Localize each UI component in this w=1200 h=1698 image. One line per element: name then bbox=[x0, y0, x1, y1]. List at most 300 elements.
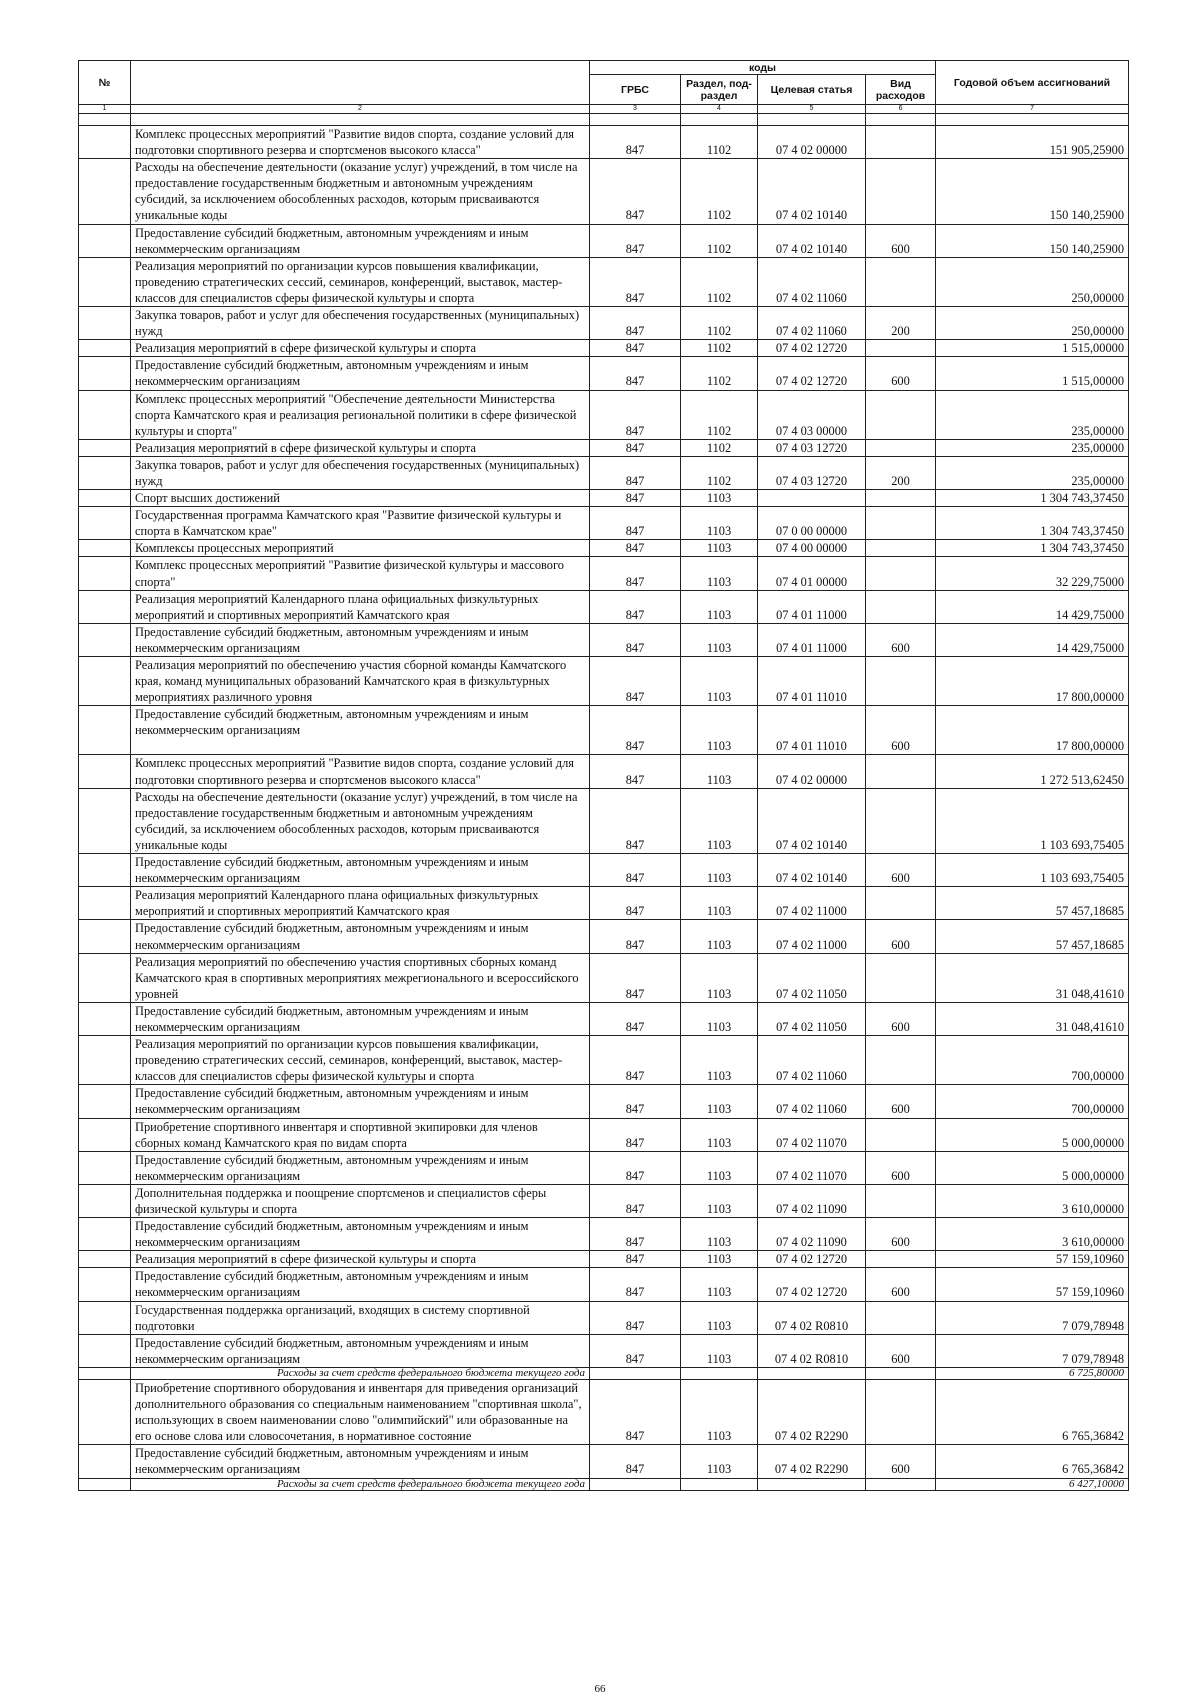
cell-no bbox=[79, 657, 131, 706]
cell-name: Закупка товаров, работ и услуг для обеспечения государственных (муниципальных) нужд bbox=[131, 456, 590, 489]
page-number: 66 bbox=[594, 1683, 606, 1695]
table-row bbox=[79, 1036, 1129, 1085]
cell-amount: 700,00000 bbox=[936, 1085, 1129, 1118]
cell-grbs: 847 bbox=[590, 1002, 681, 1035]
cell-type bbox=[866, 1251, 936, 1268]
cell-target: 07 4 02 10140 bbox=[758, 854, 866, 887]
cell-section: 1102 bbox=[681, 340, 758, 357]
cell-name: Предоставление субсидий бюджетным, автономным учреждениям и иным некоммерческим организациям bbox=[131, 706, 590, 755]
spacer-cell bbox=[681, 114, 758, 126]
cell-name: Предоставление субсидий бюджетным, автономным учреждениям и иным некоммерческим организациям bbox=[131, 1002, 590, 1035]
cell-no bbox=[79, 1301, 131, 1334]
cell-type bbox=[866, 159, 936, 224]
table-row bbox=[79, 1268, 1129, 1301]
table-row bbox=[79, 1251, 1129, 1268]
cell-section: 1103 bbox=[681, 1036, 758, 1085]
table-row bbox=[79, 540, 1129, 557]
federal-note-row bbox=[79, 1478, 1129, 1490]
cell-section: 1103 bbox=[681, 920, 758, 953]
cell-name: Предоставление субсидий бюджетным, автономным учреждениям и иным некоммерческим организациям bbox=[131, 854, 590, 887]
cell-no bbox=[79, 456, 131, 489]
cell-grbs: 847 bbox=[590, 357, 681, 390]
cell-no bbox=[79, 1379, 131, 1444]
cell-name: Реализация мероприятий по организации курсов повышения квалификации, проведению стратегических сессий, семинаров, конференций, выставок, мастер-классов для специалистов сферы физической культуры и спорта bbox=[131, 257, 590, 306]
spacer-cell bbox=[79, 114, 131, 126]
table-row bbox=[79, 357, 1129, 390]
cell-type: 600 bbox=[866, 1002, 936, 1035]
cell-target: 07 4 02 R2290 bbox=[758, 1445, 866, 1478]
cell-amount: 31 048,41610 bbox=[936, 953, 1129, 1002]
cell-type: 600 bbox=[866, 1151, 936, 1184]
cell-grbs: 847 bbox=[590, 755, 681, 788]
cell-target bbox=[758, 1367, 866, 1379]
cell-section: 1103 bbox=[681, 953, 758, 1002]
cell-name: Государственная программа Камчатского края "Развитие физической культуры и спорта в Камчатском крае" bbox=[131, 507, 590, 540]
cell-type bbox=[866, 540, 936, 557]
cell-target: 07 4 02 10140 bbox=[758, 788, 866, 853]
cell-grbs: 847 bbox=[590, 390, 681, 439]
cell-target: 07 4 02 10140 bbox=[758, 224, 866, 257]
cell-grbs: 847 bbox=[590, 854, 681, 887]
col-number: 7 bbox=[936, 105, 1129, 114]
cell-name: Предоставление субсидий бюджетным, автономным учреждениям и иным некоммерческим организациям bbox=[131, 357, 590, 390]
cell-target: 07 4 02 11000 bbox=[758, 887, 866, 920]
cell-type bbox=[866, 507, 936, 540]
table-row bbox=[79, 340, 1129, 357]
cell-amount: 6 427,10000 bbox=[936, 1478, 1129, 1490]
cell-name: Предоставление субсидий бюджетным, автономным учреждениям и иным некоммерческим организациям bbox=[131, 1268, 590, 1301]
cell-name: Предоставление субсидий бюджетным, автономным учреждениям и иным некоммерческим организациям bbox=[131, 224, 590, 257]
cell-type: 600 bbox=[866, 706, 936, 755]
cell-target: 07 4 02 12720 bbox=[758, 340, 866, 357]
cell-amount: 5 000,00000 bbox=[936, 1118, 1129, 1151]
table-row bbox=[79, 439, 1129, 456]
cell-target: 07 4 01 11000 bbox=[758, 623, 866, 656]
cell-amount: 6 765,36842 bbox=[936, 1445, 1129, 1478]
cell-type: 600 bbox=[866, 1085, 936, 1118]
cell-no bbox=[79, 1002, 131, 1035]
cell-amount: 150 140,25900 bbox=[936, 159, 1129, 224]
cell-section: 1103 bbox=[681, 1445, 758, 1478]
cell-type bbox=[866, 887, 936, 920]
cell-target: 07 4 02 00000 bbox=[758, 755, 866, 788]
cell-name: Реализация мероприятий Календарного плана официальных физкультурных мероприятий и спортивных мероприятий Камчатского края bbox=[131, 887, 590, 920]
cell-type bbox=[866, 340, 936, 357]
cell-grbs: 847 bbox=[590, 1445, 681, 1478]
cell-no bbox=[79, 1445, 131, 1478]
cell-no bbox=[79, 340, 131, 357]
cell-no bbox=[79, 1334, 131, 1367]
cell-target: 07 4 03 12720 bbox=[758, 439, 866, 456]
cell-target: 07 4 03 12720 bbox=[758, 456, 866, 489]
table-row bbox=[79, 557, 1129, 590]
cell-target bbox=[758, 1478, 866, 1490]
cell-section: 1103 bbox=[681, 623, 758, 656]
cell-type bbox=[866, 390, 936, 439]
cell-amount: 14 429,75000 bbox=[936, 590, 1129, 623]
cell-section: 1103 bbox=[681, 887, 758, 920]
cell-grbs: 847 bbox=[590, 1118, 681, 1151]
cell-section: 1103 bbox=[681, 1085, 758, 1118]
cell-section bbox=[681, 1367, 758, 1379]
cell-no bbox=[79, 557, 131, 590]
cell-type bbox=[866, 1118, 936, 1151]
cell-amount: 14 429,75000 bbox=[936, 623, 1129, 656]
cell-no bbox=[79, 887, 131, 920]
cell-section: 1103 bbox=[681, 1251, 758, 1268]
table-body bbox=[79, 126, 1129, 1491]
cell-name: Реализация мероприятий по обеспечению участия спортивных сборных команд Камчатского края в спортивных мероприятиях межрегионального и всероссийского уровней bbox=[131, 953, 590, 1002]
cell-no bbox=[79, 590, 131, 623]
cell-grbs: 847 bbox=[590, 456, 681, 489]
cell-type: 200 bbox=[866, 456, 936, 489]
cell-no bbox=[79, 307, 131, 340]
table-row bbox=[79, 1002, 1129, 1035]
cell-grbs: 847 bbox=[590, 590, 681, 623]
cell-no bbox=[79, 126, 131, 159]
table-row bbox=[79, 390, 1129, 439]
cell-section: 1102 bbox=[681, 390, 758, 439]
cell-amount: 17 800,00000 bbox=[936, 657, 1129, 706]
cell-grbs: 847 bbox=[590, 1218, 681, 1251]
table-row bbox=[79, 953, 1129, 1002]
cell-target: 07 4 02 11070 bbox=[758, 1151, 866, 1184]
cell-amount: 31 048,41610 bbox=[936, 1002, 1129, 1035]
cell-target: 07 4 02 11060 bbox=[758, 307, 866, 340]
cell-grbs: 847 bbox=[590, 490, 681, 507]
col-number: 2 bbox=[131, 105, 590, 114]
cell-grbs: 847 bbox=[590, 887, 681, 920]
cell-amount: 3 610,00000 bbox=[936, 1218, 1129, 1251]
table-row bbox=[79, 706, 1129, 755]
cell-name: Расходы за счет средств федерального бюджета текущего года bbox=[131, 1367, 590, 1379]
cell-type bbox=[866, 1379, 936, 1444]
cell-no bbox=[79, 1036, 131, 1085]
cell-amount: 7 079,78948 bbox=[936, 1301, 1129, 1334]
cell-type: 600 bbox=[866, 224, 936, 257]
cell-target: 07 4 00 00000 bbox=[758, 540, 866, 557]
cell-no bbox=[79, 224, 131, 257]
cell-type bbox=[866, 755, 936, 788]
cell-grbs: 847 bbox=[590, 224, 681, 257]
cell-grbs: 847 bbox=[590, 1334, 681, 1367]
table-row bbox=[79, 507, 1129, 540]
cell-type: 200 bbox=[866, 307, 936, 340]
cell-target: 07 4 02 R0810 bbox=[758, 1334, 866, 1367]
cell-section: 1102 bbox=[681, 257, 758, 306]
table-row bbox=[79, 257, 1129, 306]
cell-section: 1103 bbox=[681, 1118, 758, 1151]
cell-target: 07 4 02 12720 bbox=[758, 357, 866, 390]
cell-name: Комплекс процессных мероприятий "Обеспечение деятельности Министерства спорта Камчатского края и реализация региональной политики в сфере физической культуры и спорта" bbox=[131, 390, 590, 439]
cell-type: 600 bbox=[866, 623, 936, 656]
cell-section: 1103 bbox=[681, 1184, 758, 1217]
cell-amount: 250,00000 bbox=[936, 307, 1129, 340]
cell-grbs: 847 bbox=[590, 1301, 681, 1334]
cell-amount: 5 000,00000 bbox=[936, 1151, 1129, 1184]
cell-grbs: 847 bbox=[590, 340, 681, 357]
cell-no bbox=[79, 490, 131, 507]
cell-section: 1103 bbox=[681, 657, 758, 706]
cell-name: Предоставление субсидий бюджетным, автономным учреждениям и иным некоммерческим организациям bbox=[131, 1218, 590, 1251]
table-row bbox=[79, 1085, 1129, 1118]
cell-section: 1103 bbox=[681, 706, 758, 755]
cell-amount: 235,00000 bbox=[936, 439, 1129, 456]
table-row bbox=[79, 490, 1129, 507]
cell-amount: 32 229,75000 bbox=[936, 557, 1129, 590]
cell-amount: 1 103 693,75405 bbox=[936, 788, 1129, 853]
cell-name: Предоставление субсидий бюджетным, автономным учреждениям и иным некоммерческим организациям bbox=[131, 920, 590, 953]
cell-no bbox=[79, 788, 131, 853]
cell-name: Закупка товаров, работ и услуг для обеспечения государственных (муниципальных) нужд bbox=[131, 307, 590, 340]
cell-target: 07 4 01 11010 bbox=[758, 657, 866, 706]
cell-amount: 1 304 743,37450 bbox=[936, 540, 1129, 557]
cell-name: Реализация мероприятий в сфере физической культуры и спорта bbox=[131, 439, 590, 456]
cell-no bbox=[79, 507, 131, 540]
cell-no bbox=[79, 1218, 131, 1251]
spacer-cell bbox=[866, 114, 936, 126]
cell-section: 1103 bbox=[681, 755, 758, 788]
cell-target: 07 4 02 R0810 bbox=[758, 1301, 866, 1334]
cell-name: Реализация мероприятий в сфере физической культуры и спорта bbox=[131, 1251, 590, 1268]
cell-name: Спорт высших достижений bbox=[131, 490, 590, 507]
cell-target: 07 4 01 00000 bbox=[758, 557, 866, 590]
cell-section: 1103 bbox=[681, 854, 758, 887]
cell-grbs: 847 bbox=[590, 540, 681, 557]
cell-target: 07 4 02 11090 bbox=[758, 1184, 866, 1217]
cell-grbs: 847 bbox=[590, 1085, 681, 1118]
cell-target: 07 4 01 11010 bbox=[758, 706, 866, 755]
cell-amount: 235,00000 bbox=[936, 390, 1129, 439]
cell-type bbox=[866, 1184, 936, 1217]
cell-amount: 3 610,00000 bbox=[936, 1184, 1129, 1217]
cell-section: 1103 bbox=[681, 590, 758, 623]
cell-type bbox=[866, 257, 936, 306]
cell-grbs: 847 bbox=[590, 1184, 681, 1217]
cell-name: Реализация мероприятий по обеспечению участия сборной команды Камчатского края, команд муниципальных образований Камчатского края в физкультурных мероприятиях различного уровня bbox=[131, 657, 590, 706]
cell-type bbox=[866, 126, 936, 159]
cell-no bbox=[79, 1085, 131, 1118]
cell-name: Дополнительная поддержка и поощрение спортсменов и специалистов сферы физической культуры и спорта bbox=[131, 1184, 590, 1217]
spacer-cell bbox=[758, 114, 866, 126]
cell-section: 1102 bbox=[681, 159, 758, 224]
cell-name: Комплекс процессных мероприятий "Развитие видов спорта, создание условий для подготовки спортивного резерва и спортсменов высокого класса" bbox=[131, 755, 590, 788]
cell-amount: 57 457,18685 bbox=[936, 887, 1129, 920]
cell-section bbox=[681, 1478, 758, 1490]
table-row bbox=[79, 887, 1129, 920]
cell-amount: 57 159,10960 bbox=[936, 1251, 1129, 1268]
cell-amount: 57 159,10960 bbox=[936, 1268, 1129, 1301]
col-number: 6 bbox=[866, 105, 936, 114]
cell-grbs: 847 bbox=[590, 126, 681, 159]
cell-type bbox=[866, 490, 936, 507]
cell-no bbox=[79, 854, 131, 887]
cell-no bbox=[79, 1151, 131, 1184]
cell-grbs bbox=[590, 1478, 681, 1490]
cell-amount: 150 140,25900 bbox=[936, 224, 1129, 257]
header-no: № bbox=[79, 61, 131, 105]
cell-type: 600 bbox=[866, 1334, 936, 1367]
cell-type bbox=[866, 788, 936, 853]
cell-name: Реализация мероприятий по организации курсов повышения квалификации, проведению стратегических сессий, семинаров, конференций, выставок, мастер-классов для специалистов сферы физической культуры и спорта bbox=[131, 1036, 590, 1085]
cell-amount: 17 800,00000 bbox=[936, 706, 1129, 755]
table-row bbox=[79, 307, 1129, 340]
cell-grbs: 847 bbox=[590, 1151, 681, 1184]
table-row bbox=[79, 1218, 1129, 1251]
cell-grbs: 847 bbox=[590, 159, 681, 224]
cell-no bbox=[79, 953, 131, 1002]
cell-no bbox=[79, 1118, 131, 1151]
cell-name: Государственная поддержка организаций, входящих в систему спортивной подготовки bbox=[131, 1301, 590, 1334]
cell-name: Расходы на обеспечение деятельности (оказание услуг) учреждений, в том числе на предоставление государственным бюджетным и автономным учреждениям субсидий, за исключением обособленных расходов, которым присваиваются уникальные коды bbox=[131, 159, 590, 224]
cell-type bbox=[866, 590, 936, 623]
cell-name: Комплекс процессных мероприятий "Развитие физической культуры и массового спорта" bbox=[131, 557, 590, 590]
cell-grbs: 847 bbox=[590, 657, 681, 706]
col-number: 5 bbox=[758, 105, 866, 114]
cell-name: Приобретение спортивного оборудования и инвентаря для приведения организаций дополнительного образования со специальным наименованием "спортивная школа", использующих в своем наименовании слово "олимпийский" или образованные на его основе слова или словосочетания, в нормативное состояние bbox=[131, 1379, 590, 1444]
table-row bbox=[79, 1118, 1129, 1151]
cell-grbs: 847 bbox=[590, 953, 681, 1002]
table-row bbox=[79, 224, 1129, 257]
cell-no bbox=[79, 159, 131, 224]
header-target: Целевая статья bbox=[758, 75, 866, 105]
cell-no bbox=[79, 357, 131, 390]
cell-name: Приобретение спортивного инвентаря и спортивной экипировки для членов сборных команд Камчатского края по видам спорта bbox=[131, 1118, 590, 1151]
cell-no bbox=[79, 755, 131, 788]
cell-amount: 1 515,00000 bbox=[936, 340, 1129, 357]
cell-target: 07 0 00 00000 bbox=[758, 507, 866, 540]
spacer-cell bbox=[590, 114, 681, 126]
cell-target: 07 4 02 11050 bbox=[758, 953, 866, 1002]
cell-section: 1103 bbox=[681, 1151, 758, 1184]
table-row bbox=[79, 1334, 1129, 1367]
cell-grbs bbox=[590, 1367, 681, 1379]
table-header bbox=[79, 61, 1129, 126]
cell-grbs: 847 bbox=[590, 788, 681, 853]
table-row bbox=[79, 126, 1129, 159]
cell-section: 1103 bbox=[681, 1002, 758, 1035]
cell-amount: 1 304 743,37450 bbox=[936, 507, 1129, 540]
header-amount: Годовой объем ассигнований bbox=[936, 61, 1129, 105]
budget-table bbox=[78, 60, 1129, 1491]
cell-grbs: 847 bbox=[590, 257, 681, 306]
table-row bbox=[79, 590, 1129, 623]
cell-type bbox=[866, 953, 936, 1002]
cell-section: 1103 bbox=[681, 788, 758, 853]
cell-grbs: 847 bbox=[590, 439, 681, 456]
cell-name: Реализация мероприятий в сфере физической культуры и спорта bbox=[131, 340, 590, 357]
cell-section: 1103 bbox=[681, 1268, 758, 1301]
cell-grbs: 847 bbox=[590, 1036, 681, 1085]
cell-grbs: 847 bbox=[590, 1379, 681, 1444]
cell-name: Комплексы процессных мероприятий bbox=[131, 540, 590, 557]
cell-type: 600 bbox=[866, 1218, 936, 1251]
cell-no bbox=[79, 390, 131, 439]
cell-no bbox=[79, 1478, 131, 1490]
col-number: 3 bbox=[590, 105, 681, 114]
cell-section: 1103 bbox=[681, 507, 758, 540]
cell-section: 1103 bbox=[681, 557, 758, 590]
cell-grbs: 847 bbox=[590, 1268, 681, 1301]
cell-target: 07 4 02 12720 bbox=[758, 1251, 866, 1268]
spacer-cell bbox=[131, 114, 590, 126]
cell-grbs: 847 bbox=[590, 920, 681, 953]
cell-type: 600 bbox=[866, 357, 936, 390]
cell-amount: 6 765,36842 bbox=[936, 1379, 1129, 1444]
cell-target: 07 4 02 11060 bbox=[758, 257, 866, 306]
cell-no bbox=[79, 920, 131, 953]
table-row bbox=[79, 159, 1129, 224]
table-row bbox=[79, 623, 1129, 656]
document-page bbox=[78, 60, 1128, 1491]
cell-amount: 57 457,18685 bbox=[936, 920, 1129, 953]
table-row bbox=[79, 755, 1129, 788]
cell-no bbox=[79, 1367, 131, 1379]
federal-note-row bbox=[79, 1367, 1129, 1379]
cell-amount: 1 272 513,62450 bbox=[936, 755, 1129, 788]
cell-target: 07 4 02 R2290 bbox=[758, 1379, 866, 1444]
cell-section: 1103 bbox=[681, 1334, 758, 1367]
cell-type bbox=[866, 1301, 936, 1334]
cell-no bbox=[79, 540, 131, 557]
cell-amount: 6 725,80000 bbox=[936, 1367, 1129, 1379]
col-number: 1 bbox=[79, 105, 131, 114]
cell-target: 07 4 02 00000 bbox=[758, 126, 866, 159]
cell-target: 07 4 03 00000 bbox=[758, 390, 866, 439]
cell-grbs: 847 bbox=[590, 706, 681, 755]
cell-no bbox=[79, 1184, 131, 1217]
cell-section: 1102 bbox=[681, 126, 758, 159]
cell-section: 1103 bbox=[681, 1379, 758, 1444]
cell-target bbox=[758, 490, 866, 507]
cell-section: 1102 bbox=[681, 357, 758, 390]
cell-type bbox=[866, 657, 936, 706]
cell-name: Расходы на обеспечение деятельности (оказание услуг) учреждений, в том числе на предоставление государственным бюджетным и автономным учреждениям субсидий, за исключением обособленных расходов, которым присваиваются уникальные коды bbox=[131, 788, 590, 853]
cell-grbs: 847 bbox=[590, 623, 681, 656]
header-name bbox=[131, 61, 590, 105]
cell-grbs: 847 bbox=[590, 1251, 681, 1268]
cell-amount: 151 905,25900 bbox=[936, 126, 1129, 159]
cell-section: 1103 bbox=[681, 490, 758, 507]
cell-target: 07 4 02 10140 bbox=[758, 159, 866, 224]
cell-section: 1103 bbox=[681, 1218, 758, 1251]
spacer-cell bbox=[936, 114, 1129, 126]
cell-target: 07 4 02 11050 bbox=[758, 1002, 866, 1035]
cell-section: 1102 bbox=[681, 307, 758, 340]
cell-section: 1103 bbox=[681, 1301, 758, 1334]
cell-type bbox=[866, 1367, 936, 1379]
cell-target: 07 4 01 11000 bbox=[758, 590, 866, 623]
cell-target: 07 4 02 11000 bbox=[758, 920, 866, 953]
cell-section: 1102 bbox=[681, 439, 758, 456]
cell-no bbox=[79, 257, 131, 306]
table-row bbox=[79, 1151, 1129, 1184]
header-codes: коды bbox=[590, 61, 936, 75]
cell-no bbox=[79, 1268, 131, 1301]
table-row bbox=[79, 456, 1129, 489]
table-row bbox=[79, 1379, 1129, 1444]
cell-name: Предоставление субсидий бюджетным, автономным учреждениям и иным некоммерческим организациям bbox=[131, 623, 590, 656]
cell-amount: 1 103 693,75405 bbox=[936, 854, 1129, 887]
table-row bbox=[79, 1184, 1129, 1217]
table-row bbox=[79, 1445, 1129, 1478]
cell-type bbox=[866, 439, 936, 456]
table-row bbox=[79, 1301, 1129, 1334]
cell-target: 07 4 02 11060 bbox=[758, 1036, 866, 1085]
cell-name: Комплекс процессных мероприятий "Развитие видов спорта, создание условий для подготовки спортивного резерва и спортсменов высокого класса" bbox=[131, 126, 590, 159]
cell-amount: 700,00000 bbox=[936, 1036, 1129, 1085]
cell-name: Предоставление субсидий бюджетным, автономным учреждениям и иным некоммерческим организациям bbox=[131, 1334, 590, 1367]
